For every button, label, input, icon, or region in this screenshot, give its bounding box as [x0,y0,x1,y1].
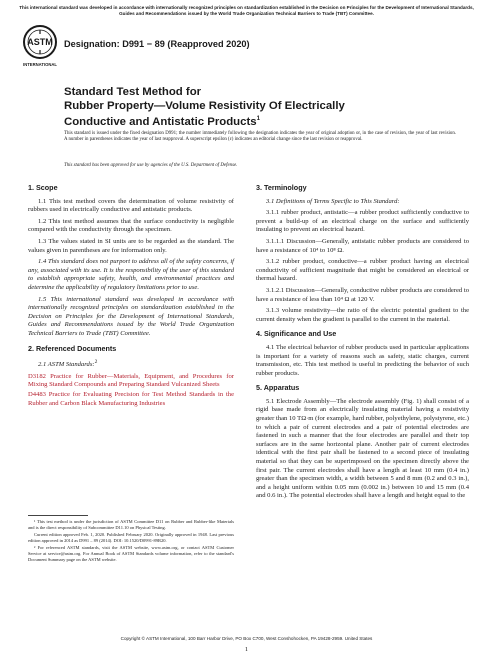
logo-lettering: INTERNATIONAL [23,62,57,67]
para-3-1-1-1: 3.1.1.1 Discussion—Generally, antistatic rubber products are considered to have a resistance of 10⁴ to 10⁸ Ω. [256,237,469,254]
dod-approval-note: This standard has been approved for use by agencies of the U.S. Department of Defense. [64,163,238,168]
astm-standards-label-text: 2.1 ASTM Standards: [38,361,95,369]
footnote-1-edition: Current edition approved Feb. 1, 2020. Published February 2020. Originally approved in 1948. Last previous edition approved in 2014 as D991 – 89 (2014). DOI: 10.1520/D0991-89R20. [28,532,234,543]
astm-standards-footnote-marker: 2 [94,359,98,366]
para-1-4: 1.4 This standard does not purport to address all of the safety concerns, if any, associated with its use. It is the responsibility of the user of this standard to establish appropriate safety, health, and environmental practices and determine the applicability of regulatory limitations prior to use. [28,258,234,291]
title-line-3 [64,113,444,129]
reference-d3182[interactable] [28,373,234,390]
copyright-line: Copyright © ASTM International, 100 Barr Harbor Drive, PO Box C700, West Conshohocken, PA 19428-2959. United States [120,636,373,641]
title-footnote-marker: 1 [256,116,260,123]
para-3-1-3: 3.1.3 volume resistivity—the ratio of the electric potential gradient to the current density when the gradient is parallel to the current in the material. [256,307,469,323]
footnote-1: ¹ This test method is under the jurisdiction of ASTM Committee D11 on Rubber and Rubber-like Materials and is the direct responsibility of Subcommittee D11.10 on Physical Testing. [28,519,234,530]
page-number: 1 [244,646,249,653]
para-1-3: 1.3 The values stated in SI units are to be regarded as the standard. The values given in parentheses are for information only. [28,237,234,254]
left-column [28,184,234,409]
scope-heading: 1. Scope [28,183,58,192]
reference-d4483[interactable] [28,391,234,408]
para-1-5: 1.5 This international standard was developed in accordance with internationally recognized principles on standardization established in the Decision on Principles for the Development of International Standards, Guides and Recommendations issued by the World Trade Organization Technical Barriers to Trade (TBT) Committee. [28,295,234,337]
footnote-divider [28,515,88,516]
designation: Designation: D991 − 89 (Reapproved 2020) [64,39,250,49]
svg-text:ASTM: ASTM [27,37,53,47]
terminology-heading: 3. Terminology [256,183,307,192]
footnotes [28,519,234,564]
para-3-1: 3.1 Definitions of Terms Specific to This Standard: [266,197,400,205]
reference-code[interactable]: D3182 [28,372,46,380]
right-column [256,184,469,504]
reference-title[interactable]: Practice for Rubber—Materials, Equipment, and Procedures for Mixing Standard Compounds and Preparing Standard Vulcanized Sheets [28,372,234,389]
astm-logo [22,24,58,72]
para-1-2: 1.2 This test method assumes that the surface conductivity is negligible compared with the conductivity through the specimen. [28,217,234,234]
reference-code[interactable]: D4483 [28,391,46,399]
para-3-1-2: 3.1.2 rubber product, conductive—a rubber product having an electrical conductivity of sufficient magnitude that might be considered an electrical or thermal hazard. [256,258,469,283]
title-block [64,86,444,130]
title-line-3-text: Conductive and Antistatic Products [64,115,257,128]
significance-heading: 4. Significance and Use [256,329,337,339]
reference-title[interactable]: Practice for Evaluating Precision for Test Method Standards in the Rubber and Carbon Black Manufacturing Industries [28,391,234,407]
para-5-1: 5.1 Electrode Assembly—The electrode assembly (Fig. 1) shall consist of a rigid base made from an electrically insulating material having a resistivity greater than 10 TΩ·m (for example, hard rubber, polyethylene, polystyrene, etc.) to which a pair of current electrodes and a pair of potential electrodes are fastened in such a manner that the four electrodes are parallel and their top surfaces are in the same horizontal plane. Another pair of current electrodes identical with the first pair shall be fastened to a second piece of insulating material so that they can be superimposed on the specimen directly above the first pair. The current electrodes shall have a length at least 10 mm (0.4 in.) greater than the specimen width, a width between 5 and 8 mm (0.2 and 0.3 in.), and a height uniform within 0.05 mm (0.002 in.) between 10 and 15 mm (0.4 and 0.6 in.). The potential electrodes shall have a length and height equal to the [256,397,469,500]
para-3-1-1: 3.1.1 rubber product, antistatic—a rubber product sufficiently conductive to prevent a build-up of an electrical charge on the surface and sufficiently insulating to prevent an electrical hazard. [256,209,469,234]
para-4-1: 4.1 The electrical behavior of rubber products used in particular applications is important for a variety of reasons such as safety, static charges, current transmission, etc. This test method is useful in predicting the behavior of such rubber products. [256,343,469,377]
para-1-1: 1.1 This test method covers the determination of volume resistivity of rubbers used in electrically conductive and antistatic products. [28,197,234,214]
wto-notice: This international standard was developed in accordance with internationally recognized principles on standardization established in the Decision on Principles for the Development of International Standards, Guides and Recommendations issued by the World Trade Organization Technical Barriers to Trade (TBT) Committee. [19,5,474,16]
para-3-1-2-1: 3.1.2.1 Discussion—Generally, conductive rubber products are considered to have a resistance of less than 10⁴ Ω at 120 V. [256,286,470,303]
astm-standards-label [28,358,234,370]
issuance-note: This standard is issued under the fixed designation D991; the number immediately following the designation indicates the year of original adoption or, in the case of revision, the year of last revision. A number in parentheses indicates the year of last reapproval. A superscript epsilon (ε) indicates an editorial change since the last revision or reapproval. [64,131,456,143]
footnote-2: ² For referenced ASTM standards, visit the ASTM website, www.astm.org, or contact ASTM Customer Service at service@astm.org. For Annual Book of ASTM Standards volume information, refer to the standard's Document Summary page on the ASTM website. [28,545,234,562]
apparatus-heading: 5. Apparatus [256,383,300,393]
title-line-1: Standard Test Method for [64,86,202,98]
referenced-documents-heading: 2. Referenced Documents [28,343,117,353]
title-line-2: Rubber Property—Volume Resistivity Of Electrically [64,99,345,112]
